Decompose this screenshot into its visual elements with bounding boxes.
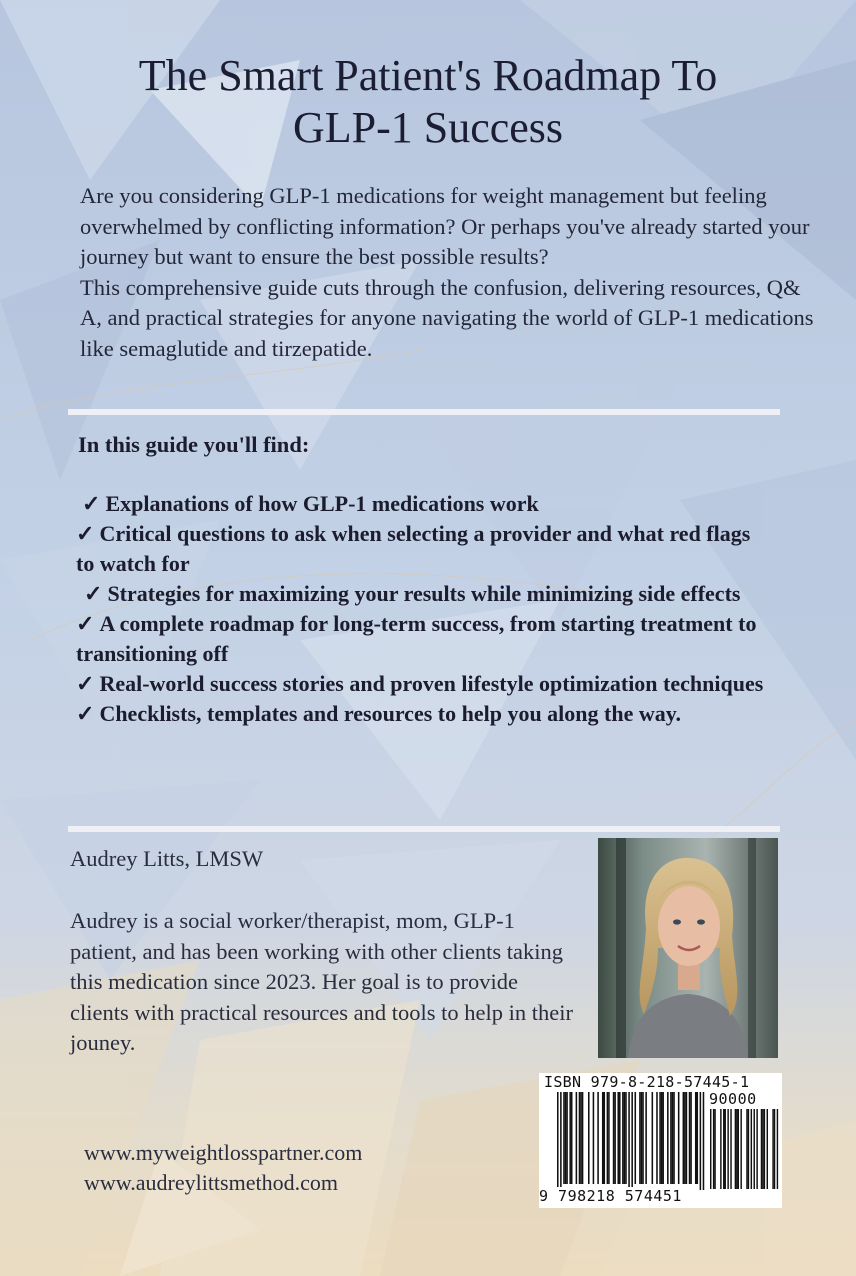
addon-bar — [751, 1109, 752, 1189]
barcode-bar — [645, 1092, 647, 1184]
barcode-bar — [604, 1092, 606, 1184]
check-icon: ✓ — [84, 581, 103, 606]
addon-bar — [756, 1109, 757, 1189]
barcode-bar — [560, 1092, 562, 1190]
addon-bar — [767, 1109, 768, 1189]
addon-bar — [723, 1109, 724, 1189]
website-link[interactable]: www.audreylittsmethod.com — [84, 1170, 338, 1195]
barcode-bar — [566, 1092, 568, 1184]
barcode-bar — [642, 1092, 644, 1184]
barcode-bar — [703, 1092, 705, 1190]
barcode-bar — [678, 1092, 680, 1184]
intro-paragraph-1: Are you considering GLP-1 medications for weight management but feeling overwhelmed by conflicting information? Or perhaps you've already started your journey but want to ensure the best possible results? — [80, 183, 810, 269]
addon-bar — [713, 1109, 714, 1189]
barcode-bar — [625, 1092, 627, 1184]
barcode-bar — [597, 1092, 599, 1184]
barcode-bar — [608, 1092, 610, 1184]
feature-list — [76, 489, 766, 729]
feature-text: Checklists, templates and resources to help you along the way. — [99, 701, 682, 726]
barcode-bar — [565, 1092, 567, 1184]
barcode-bar — [667, 1092, 669, 1184]
barcode-bar — [569, 1092, 571, 1184]
barcode-bar — [631, 1092, 633, 1190]
addon-bar — [761, 1109, 762, 1189]
isbn-barcode — [539, 1073, 782, 1208]
addon-bar — [720, 1109, 721, 1189]
addon-bar — [727, 1109, 728, 1189]
barcode-bar — [588, 1092, 590, 1184]
check-icon: ✓ — [76, 671, 95, 696]
feature-item — [76, 519, 766, 579]
isbn-text: ISBN 979-8-218-57445-1 — [544, 1073, 750, 1091]
feature-text: Explanations of how GLP-1 medications work — [105, 491, 539, 516]
website-link[interactable]: www.myweightlosspartner.com — [84, 1140, 363, 1165]
barcode-bar — [580, 1092, 582, 1184]
check-icon: ✓ — [82, 491, 101, 516]
addon-bar — [736, 1109, 737, 1189]
feature-item — [76, 609, 766, 669]
barcode-bar — [628, 1092, 630, 1190]
feature-item — [76, 579, 766, 609]
check-icon: ✓ — [76, 521, 95, 546]
barcode-bar — [656, 1092, 658, 1184]
barcode-bar — [563, 1092, 565, 1184]
feature-text: Critical questions to ask when selecting a provider and what red flags to watch for — [76, 521, 751, 576]
addon-bar — [725, 1109, 726, 1189]
barcode-bar — [614, 1092, 616, 1184]
barcode-bar — [661, 1092, 663, 1184]
addon-bar — [754, 1109, 755, 1189]
barcode-bar — [579, 1092, 581, 1184]
barcode-bar — [697, 1092, 699, 1184]
addon-bar — [740, 1109, 741, 1189]
barcode-bar — [652, 1092, 654, 1184]
guide-heading: In this guide you'll find: — [78, 432, 310, 457]
book-title — [30, 50, 826, 154]
barcode-bar — [659, 1092, 661, 1184]
feature-text: A complete roadmap for long-term success, from starting treatment to transitioning off — [76, 611, 757, 666]
author-name: Audrey Litts, LMSW — [70, 846, 264, 871]
feature-text: Real-world success stories and proven lifestyle optimization techniques — [99, 671, 764, 696]
barcode-bar — [557, 1092, 559, 1190]
title-line-2: GLP-1 Success — [292, 103, 564, 152]
barcode-bar — [622, 1092, 624, 1184]
barcode-bar — [607, 1092, 609, 1184]
addon-bar — [735, 1109, 736, 1189]
addon-bar — [774, 1109, 775, 1189]
website-list — [84, 1138, 362, 1198]
barcode-bar — [617, 1092, 619, 1184]
barcode-bar — [695, 1092, 697, 1184]
barcode-bar — [613, 1092, 615, 1184]
addon-bar — [730, 1109, 731, 1189]
barcode-bar — [576, 1092, 578, 1184]
barcode-bar — [700, 1092, 702, 1190]
author-photo — [598, 838, 778, 1058]
title-line-1: The Smart Patient's Roadmap To — [138, 51, 718, 100]
barcode-bar — [689, 1092, 691, 1184]
barcode-bar — [593, 1092, 595, 1184]
section-divider-top — [68, 409, 780, 415]
barcode-bar — [635, 1092, 637, 1184]
author-bio: Audrey is a social worker/therapist, mom, GLP-1 patient, and has been working with other clients taking this medication since 2023. Her goal is to provide clients with practical resources and tools to help in their jouney. — [70, 908, 573, 1055]
barcode-bar — [670, 1092, 672, 1184]
barcode-bar — [662, 1092, 664, 1184]
section-divider-bottom — [68, 826, 780, 832]
check-icon: ✓ — [76, 611, 95, 636]
feature-item — [76, 699, 766, 729]
barcode-bar — [619, 1092, 621, 1184]
feature-item — [76, 489, 766, 519]
intro-paragraph-2: This comprehensive guide cuts through the confusion, delivering resources, Q& A, and practical strategies for anyone navigating the world of GLP-1 medications like semaglutide and tirzepatide. — [80, 274, 814, 361]
addon-bar — [746, 1109, 747, 1189]
barcode-bar — [672, 1092, 674, 1184]
barcode-bar — [624, 1092, 626, 1184]
barcode-bar — [686, 1092, 688, 1184]
addon-bar — [710, 1109, 711, 1189]
addon-bar — [738, 1109, 739, 1189]
barcode-bar — [690, 1092, 692, 1184]
barcode-bar — [602, 1092, 604, 1184]
ean-digits: 9 798218 574451 — [539, 1187, 682, 1205]
addon-bar — [777, 1109, 778, 1189]
check-icon: ✓ — [76, 701, 95, 726]
barcode-bar — [673, 1092, 675, 1184]
addon-bar — [762, 1109, 763, 1189]
feature-item — [76, 669, 766, 699]
barcode-bar — [582, 1092, 584, 1184]
barcode-bar — [571, 1092, 573, 1184]
intro-text — [80, 181, 820, 364]
barcode-bar — [684, 1092, 686, 1184]
barcode-bar — [639, 1092, 641, 1184]
addon-bar — [764, 1109, 765, 1189]
feature-text: Strategies for maximizing your results while minimizing side effects — [107, 581, 741, 606]
addon-bar — [714, 1109, 715, 1189]
addon-price: 90000 — [709, 1090, 757, 1108]
addon-bar — [772, 1109, 773, 1189]
barcode-bar — [683, 1092, 685, 1184]
barcode-bar — [641, 1092, 643, 1184]
addon-bar — [748, 1109, 749, 1189]
